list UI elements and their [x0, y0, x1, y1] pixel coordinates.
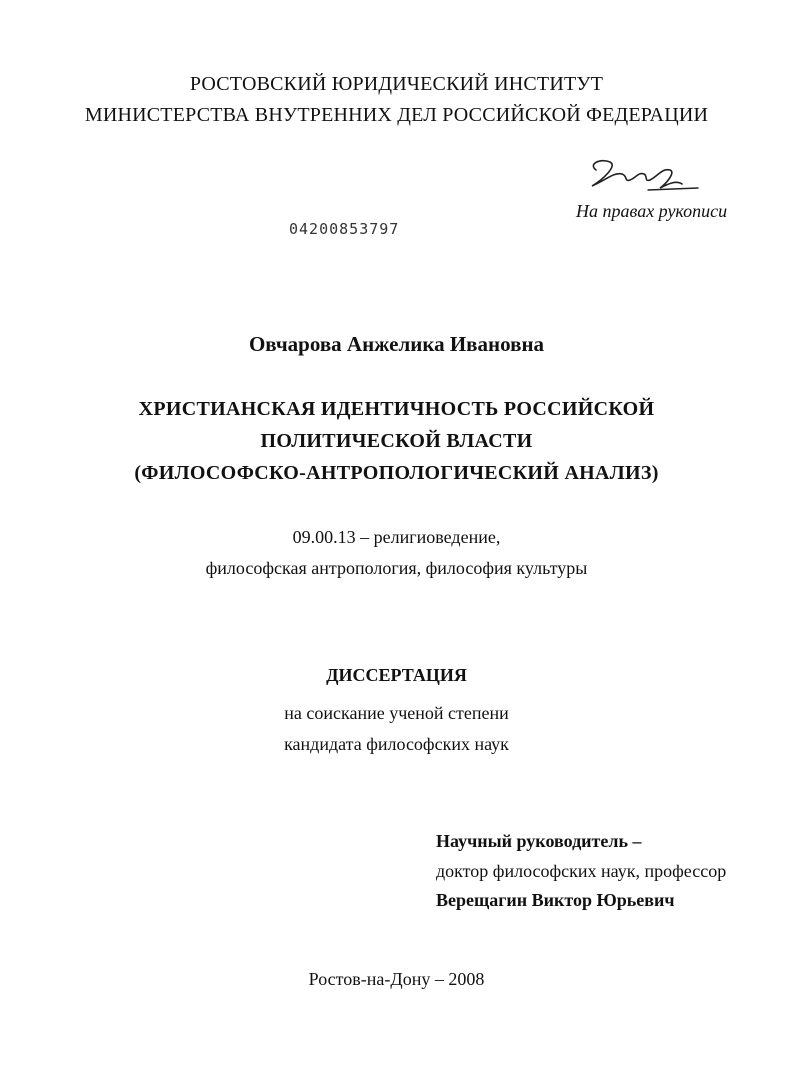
- catalog-number: 04200853797: [289, 220, 400, 238]
- author-name: Овчарова Анжелика Ивановна: [248, 332, 545, 356]
- signature: [578, 150, 708, 200]
- supervisor-name: Верещагин Виктор Юрьевич: [436, 890, 675, 910]
- manuscript-note: На правах рукописи: [576, 201, 728, 221]
- institute-line-2: МИНИСТЕРСТВА ВНУТРЕННИХ ДЕЛ РОССИЙСКОЙ ФЕДЕРАЦИИ: [84, 104, 709, 126]
- degree-line-2: кандидата философских наук: [284, 734, 509, 754]
- title-line-1: ХРИСТИАНСКАЯ ИДЕНТИЧНОСТЬ РОССИЙСКОЙ: [138, 398, 655, 420]
- place-year: Ростов-на-Дону – 2008: [308, 969, 485, 989]
- title-line-3: (ФИЛОСОФСКО-АНТРОПОЛОГИЧЕСКИЙ АНАЛИЗ): [134, 462, 659, 484]
- degree-line-1: на соискание ученой степени: [284, 703, 509, 723]
- institute-line-1: РОСТОВСКИЙ ЮРИДИЧЕСКИЙ ИНСТИТУТ: [189, 73, 604, 95]
- title-line-2: ПОЛИТИЧЕСКОЙ ВЛАСТИ: [260, 430, 533, 452]
- supervisor-degree: доктор философских наук, профессор: [436, 861, 727, 881]
- specialty-line-1: 09.00.13 – религиоведение,: [292, 527, 501, 547]
- supervisor-label: Научный руководитель –: [436, 831, 642, 851]
- specialty-line-2: философская антропология, философия культуры: [205, 558, 588, 578]
- work-type-label: ДИССЕРТАЦИЯ: [326, 665, 467, 685]
